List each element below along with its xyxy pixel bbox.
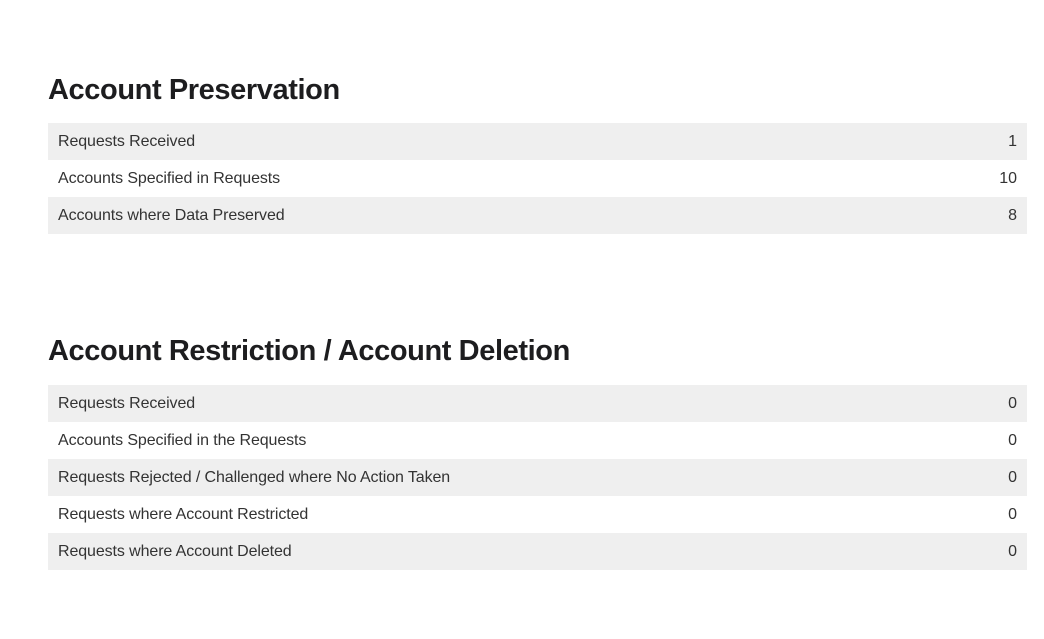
row-value: 0 bbox=[1008, 468, 1017, 486]
row-value: 0 bbox=[1008, 542, 1017, 560]
row-value: 10 bbox=[999, 169, 1017, 187]
section-account-preservation bbox=[48, 73, 1027, 234]
row-label: Accounts Specified in the Requests bbox=[58, 431, 307, 449]
row-label: Requests Rejected / Challenged where No Action Taken bbox=[58, 468, 451, 486]
table-row bbox=[48, 385, 1027, 422]
row-label: Accounts Specified in Requests bbox=[58, 169, 281, 187]
section-title-account-restriction-deletion: Account Restriction / Account Deletion bbox=[48, 335, 570, 367]
section-account-restriction-deletion bbox=[48, 334, 1027, 570]
account-restriction-deletion-table bbox=[48, 385, 1027, 570]
table-row bbox=[48, 123, 1027, 160]
table-row bbox=[48, 197, 1027, 234]
row-label: Requests where Account Restricted bbox=[58, 505, 309, 523]
row-value: 1 bbox=[1008, 132, 1017, 150]
row-label: Accounts where Data Preserved bbox=[58, 206, 285, 224]
row-value: 0 bbox=[1008, 394, 1017, 412]
table-row bbox=[48, 160, 1027, 197]
row-value: 0 bbox=[1008, 505, 1017, 523]
row-value: 0 bbox=[1008, 431, 1017, 449]
account-preservation-table bbox=[48, 123, 1027, 234]
row-value: 8 bbox=[1008, 206, 1017, 224]
table-row bbox=[48, 422, 1027, 459]
section-title-account-preservation: Account Preservation bbox=[48, 74, 340, 106]
report-content bbox=[48, 73, 1027, 570]
row-label: Requests Received bbox=[58, 132, 196, 150]
table-row bbox=[48, 459, 1027, 496]
row-label: Requests where Account Deleted bbox=[58, 542, 292, 560]
row-label: Requests Received bbox=[58, 394, 196, 412]
table-row bbox=[48, 533, 1027, 570]
table-row bbox=[48, 496, 1027, 533]
